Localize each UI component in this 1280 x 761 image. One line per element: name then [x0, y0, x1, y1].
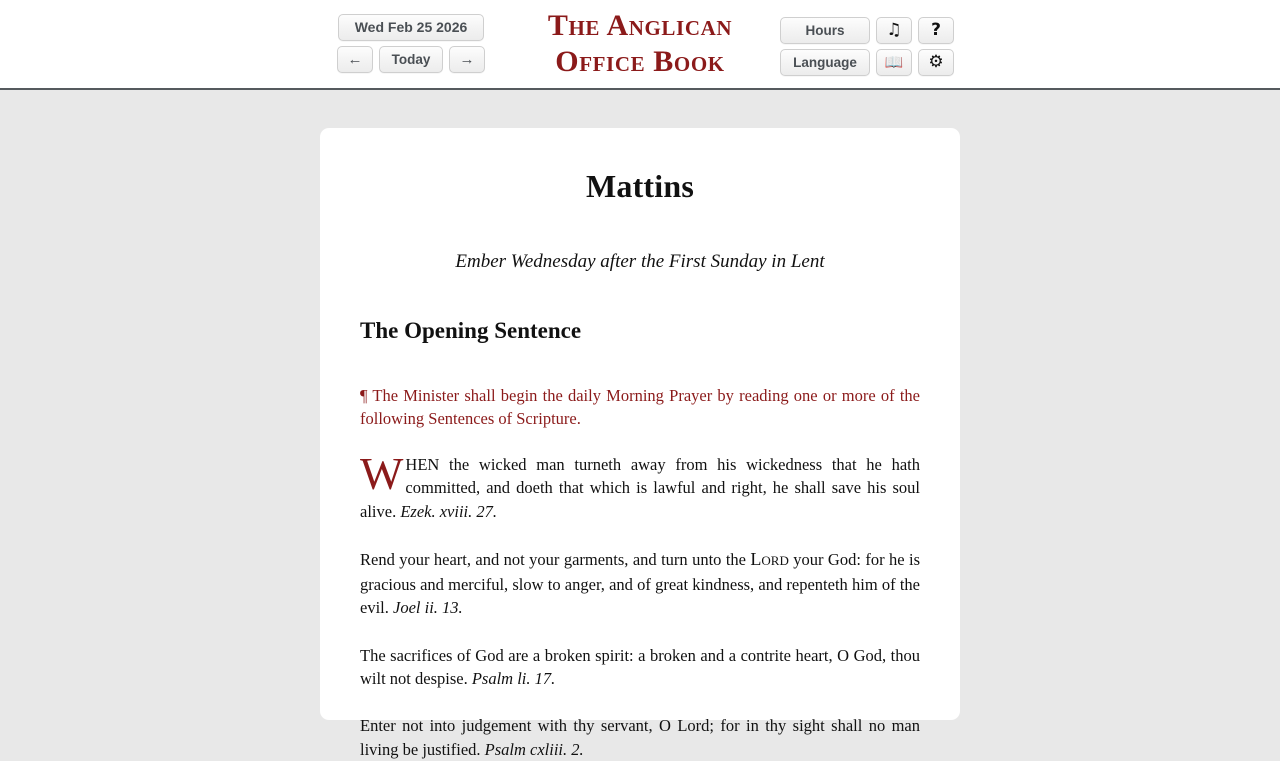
site-title-line-2: Office Book — [555, 45, 725, 78]
scripture-sentence — [360, 447, 920, 523]
page-area — [0, 90, 1280, 759]
sentence-citation: Joel ii. 13. — [393, 598, 463, 618]
scripture-sentence — [360, 644, 920, 691]
lord-smallcaps: Lord — [750, 549, 789, 570]
date-stepper-row — [337, 46, 485, 73]
rubric — [360, 384, 920, 431]
sentence-body: Rend your heart, and not your garments, and turn unto the — [360, 550, 751, 570]
sentence-leadin: HEN — [405, 454, 440, 474]
hours-button[interactable]: Hours — [780, 17, 870, 44]
language-button[interactable]: Language — [780, 49, 870, 76]
current-date-button[interactable]: Wed Feb 25 2026 — [338, 14, 484, 41]
sentence-body-cont: your God: for he is gracious and merciful, slow to anger, and of great kindness, and repenteth him of the evil. — [360, 550, 920, 618]
next-day-button[interactable]: → — [449, 46, 485, 73]
settings-gear-icon[interactable]: ⚙ — [918, 49, 954, 76]
sentence-body: the wicked man turneth away from his wickedness that he hath committed, and doeth that which is lawful and right, he shall save his soul alive. — [360, 454, 920, 521]
help-icon[interactable]: ? — [918, 17, 954, 44]
scripture-sentence — [360, 547, 920, 619]
app-header — [0, 0, 1280, 90]
header-toolbar — [780, 17, 954, 76]
site-title — [548, 8, 732, 80]
sentence-citation: Psalm cxliii. 2. — [484, 739, 584, 759]
today-button[interactable]: Today — [379, 46, 443, 73]
rubric-text: The Minister shall begin the daily Morning Prayer by reading one or more of the following Sentences of Scripture. — [360, 386, 921, 429]
site-title-line-1: The Anglican — [547, 9, 733, 42]
book-icon[interactable]: 📖 — [876, 49, 912, 76]
section-heading: The Opening Sentence — [360, 318, 582, 343]
office-title: Mattins — [585, 168, 695, 204]
sentence-citation: Ezek. xviii. 27. — [400, 501, 497, 521]
office-subtitle: Ember Wednesday after the First Sunday in Lent — [455, 251, 825, 272]
date-navigation — [337, 14, 485, 73]
sentence-citation: Psalm li. 17. — [471, 668, 556, 688]
scripture-sentence — [360, 714, 920, 761]
sentence-body: The sacrifices of God are a broken spirit: a broken and a contrite heart, O God, thou wilt not despise. — [360, 645, 920, 688]
toolbar-row-bottom — [780, 49, 954, 76]
drop-cap: W — [360, 447, 404, 499]
office-card — [320, 128, 960, 759]
toolbar-row-top — [780, 17, 954, 44]
music-icon[interactable]: ♫ — [876, 17, 912, 44]
pilcrow-icon: ¶ — [360, 386, 368, 405]
previous-day-button[interactable]: ← — [337, 46, 373, 73]
sentence-body: Enter not into judgement with thy servant, O Lord; for in thy sight shall no man living be justified. — [360, 716, 920, 759]
